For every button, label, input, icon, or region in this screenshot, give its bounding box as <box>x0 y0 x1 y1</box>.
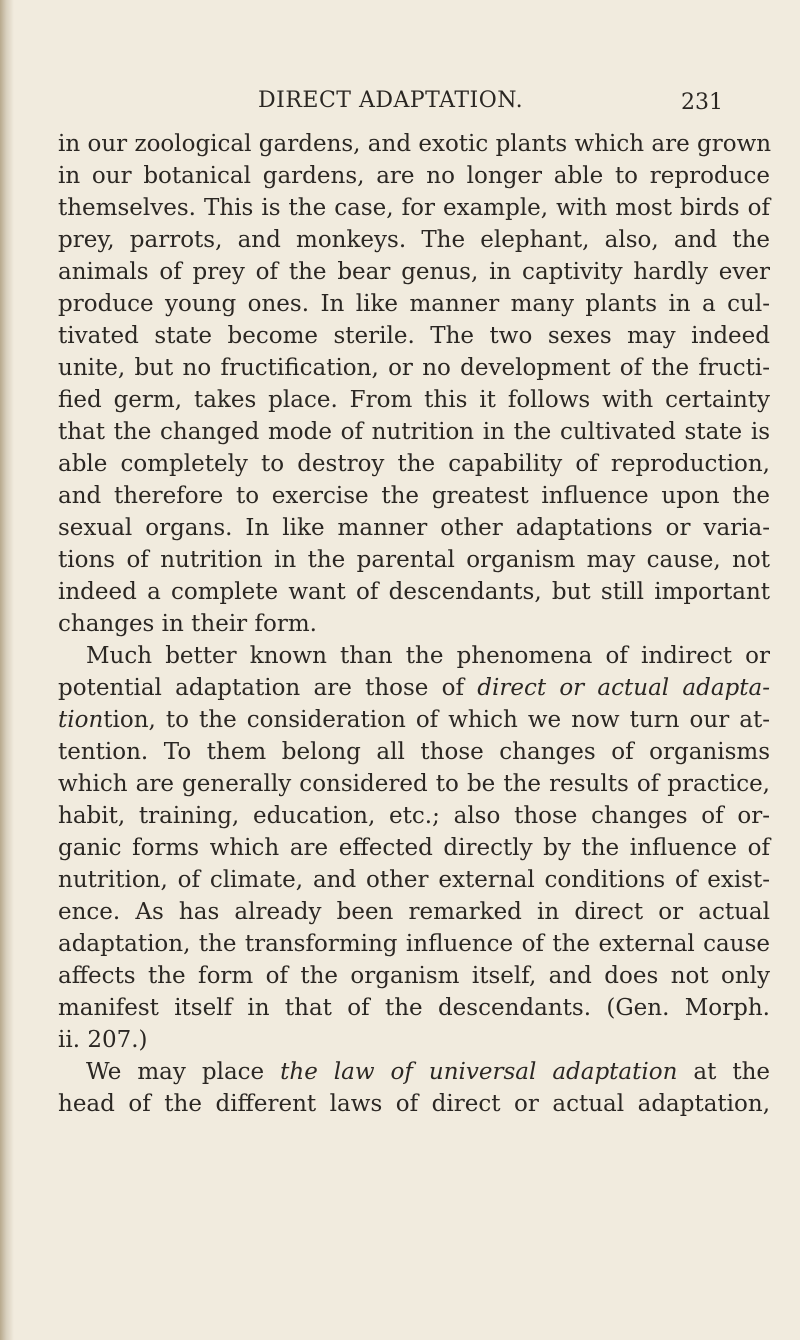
text-line: affects the form of the organism itself, and does not only <box>58 963 770 989</box>
text-line: adaptation, the transforming influence of the external cause <box>58 931 770 957</box>
italic-term: the law of universal adaptation <box>280 1059 678 1085</box>
italic-term: tion <box>58 707 104 733</box>
text-line: able completely to destroy the capability of reproduction, <box>58 451 770 477</box>
text-line: themselves. This is the case, for example, with most birds of <box>58 195 770 221</box>
italic-term: direct or actual adapta- <box>477 675 770 701</box>
text-line: that the changed mode of nutrition in the cultivated state is <box>58 419 770 445</box>
text-run: potential adaptation are those of <box>58 675 478 701</box>
text-line-mixed <box>58 704 770 736</box>
text-line: prey, parrots, and monkeys. The elephant, also, and the <box>58 227 770 253</box>
text-line-mixed <box>58 1056 770 1088</box>
running-head <box>0 88 800 118</box>
text-line: in our zoological gardens, and exotic plants which are grown <box>58 131 772 157</box>
text-line: fied germ, takes place. From this it follows with certainty <box>58 387 770 413</box>
text-line: which are generally considered to be the results of practice, <box>58 771 770 797</box>
body-text <box>58 128 770 1120</box>
text-line: changes in their form. <box>58 611 317 637</box>
text-line: nutrition, of climate, and other external conditions of exist- <box>58 867 770 893</box>
text-line: tions of nutrition in the parental organism may cause, not <box>58 547 770 573</box>
text-line: ganic forms which are effected directly by the influence of <box>58 835 770 861</box>
text-line: Much better known than the phenomena of indirect or <box>86 643 770 669</box>
text-line-mixed <box>58 672 770 704</box>
text-line: in our botanical gardens, are no longer able to reproduce <box>58 163 770 189</box>
text-line: habit, training, education, etc.; also those changes of or- <box>58 803 770 829</box>
running-title: DIRECT ADAPTATION. <box>258 88 524 113</box>
spine-shadow <box>0 0 14 1340</box>
page-number: 231 <box>681 90 723 115</box>
text-run: We may place <box>86 1059 281 1085</box>
text-line: and therefore to exercise the greatest influence upon the <box>58 483 770 509</box>
text-line: unite, but no fructification, or no development of the fructi- <box>58 355 770 381</box>
text-line: sexual organs. In like manner other adaptations or varia- <box>58 515 770 541</box>
text-line: ence. As has already been remarked in direct or actual <box>58 899 770 925</box>
text-line: tention. To them belong all those changes of organisms <box>58 739 770 765</box>
text-line: ii. 207.) <box>58 1027 148 1053</box>
text-line: manifest itself in that of the descendants. (Gen. Morph. <box>58 995 770 1021</box>
text-line: animals of prey of the bear genus, in captivity hardly ever <box>58 259 770 285</box>
text-line: indeed a complete want of descendants, but still important <box>58 579 770 605</box>
text-line: head of the different laws of direct or actual adaptation, <box>58 1091 770 1117</box>
text-line: tivated state become sterile. The two sexes may indeed <box>58 323 770 349</box>
text-run: at the <box>677 1059 770 1085</box>
text-run: tion, to the consideration of which we now turn our at- <box>103 707 770 733</box>
text-line: produce young ones. In like manner many plants in a cul- <box>58 291 770 317</box>
